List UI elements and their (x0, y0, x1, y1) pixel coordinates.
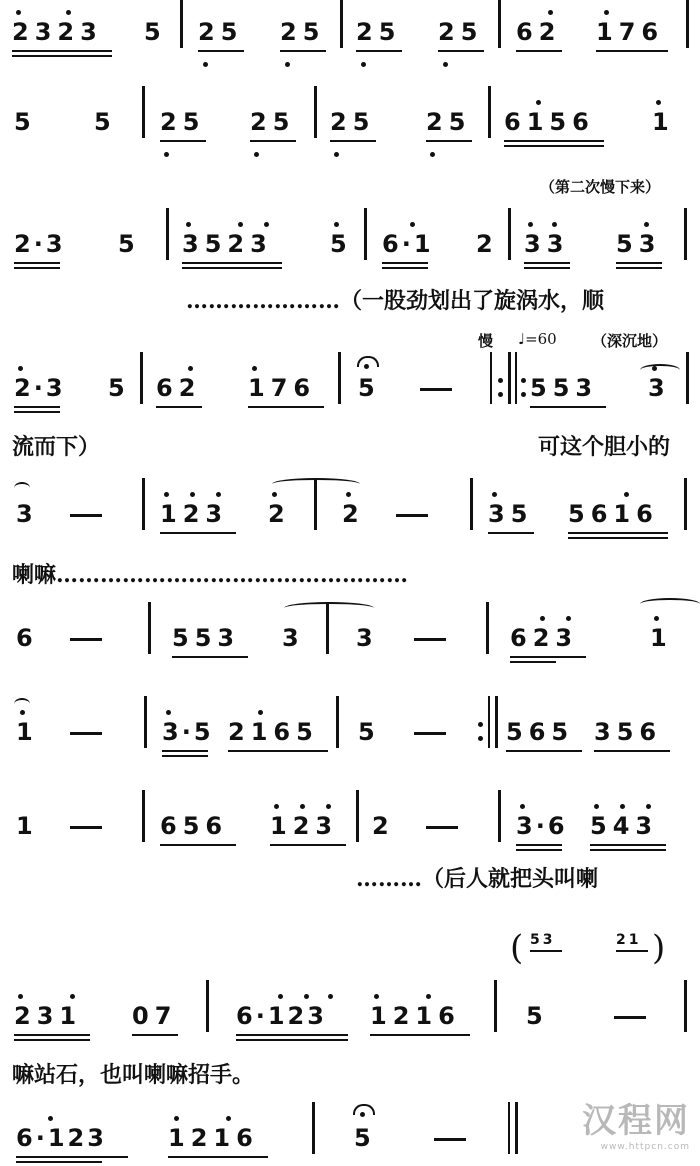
underline (504, 140, 604, 142)
note-group: 5 (526, 1002, 549, 1030)
note-group: 2323 (12, 18, 103, 46)
underline (530, 950, 562, 952)
sustain-dash (420, 388, 452, 391)
octave-dot (346, 492, 351, 497)
underline (198, 50, 244, 52)
underline (596, 50, 668, 52)
sustain-dash (414, 732, 446, 735)
barline (494, 980, 497, 1032)
octave-dot (16, 10, 21, 15)
octave-dot (285, 62, 290, 67)
note-group: 176 (596, 18, 665, 46)
note-group: 25 (426, 108, 472, 136)
note-group: 231 (14, 1002, 83, 1030)
barline (364, 208, 367, 260)
underline (16, 1161, 102, 1163)
barline (490, 352, 492, 404)
note-group: 25 (356, 18, 402, 46)
note-group: 5 (330, 230, 353, 258)
octave-dot (238, 222, 243, 227)
note-group: 2 (372, 812, 395, 840)
sustain-dash (70, 826, 102, 829)
note-group: 6·1 (382, 230, 434, 258)
sustain-dash (614, 1016, 646, 1019)
barline (314, 86, 317, 138)
octave-dot (552, 222, 557, 227)
note-group: 25 (160, 108, 206, 136)
note-group: 5 (108, 374, 131, 402)
note-group: 123 (160, 500, 229, 528)
underline (382, 262, 428, 264)
note-group: 5 (14, 108, 37, 136)
underline (14, 1034, 90, 1036)
octave-dot (334, 222, 339, 227)
note-group: 5616 (568, 500, 659, 528)
octave-dot (374, 994, 379, 999)
underline (14, 262, 60, 264)
note-group: 2165 (228, 718, 319, 746)
note-group: 53 (530, 932, 556, 948)
note-group: 623 (510, 624, 579, 652)
barline (508, 352, 511, 404)
underline (516, 50, 562, 52)
note-group: 1 (16, 718, 39, 746)
sustain-dash (426, 826, 458, 829)
octave-dot (164, 492, 169, 497)
underline (156, 406, 202, 408)
note-group: 565 (506, 718, 575, 746)
underline (248, 406, 324, 408)
tie-slur (14, 698, 30, 710)
note-group: 33 (524, 230, 570, 258)
note-group: 2 (476, 230, 499, 258)
sustain-dash (414, 638, 446, 641)
underline (132, 1034, 178, 1036)
repeat-dot (498, 392, 503, 397)
barline (356, 790, 359, 842)
underline (438, 50, 484, 52)
watermark-logo: 汉程网 (582, 1101, 690, 1141)
note-group: 25 (330, 108, 376, 136)
octave-dot (304, 994, 309, 999)
note-group: 25 (250, 108, 296, 136)
barline (336, 696, 339, 748)
note-group: 3·6 (516, 812, 568, 840)
octave-dot (272, 492, 277, 497)
octave-dot (566, 616, 571, 621)
tie-slur (640, 364, 680, 376)
fermata-dot (364, 364, 369, 369)
note-group: 5 (94, 108, 117, 136)
underline (182, 262, 282, 264)
note-group: 3·5 (162, 718, 214, 746)
barline (142, 86, 145, 138)
note-group: 2·3 (14, 230, 66, 258)
note-group: 5 (358, 374, 381, 402)
note-group: 3 (356, 624, 379, 652)
note-group: 1216 (168, 1124, 259, 1152)
underline (616, 950, 648, 952)
note-group: 53 (616, 230, 662, 258)
repeat-dot (521, 378, 526, 383)
octave-dot (190, 492, 195, 497)
underline (162, 755, 208, 757)
site-watermark (582, 1093, 690, 1152)
underline (14, 411, 60, 413)
barline (206, 980, 209, 1032)
note-group: 3 (282, 624, 305, 652)
underline (510, 661, 556, 663)
note-group: 5 (144, 18, 167, 46)
note-group: 2 (342, 500, 365, 528)
octave-dot (164, 152, 169, 157)
octave-dot (646, 804, 651, 809)
underline (594, 750, 670, 752)
barline (508, 1102, 510, 1154)
underline (16, 1156, 128, 1158)
barline (515, 1102, 518, 1154)
note-group: 2 (268, 500, 291, 528)
note-group: 6·123 (16, 1124, 107, 1152)
barline (340, 0, 343, 48)
underline (510, 656, 586, 658)
note-group: 1 (16, 812, 39, 840)
note-group: 25 (438, 18, 484, 46)
underline (182, 267, 282, 269)
underline (12, 55, 112, 57)
underline (160, 532, 236, 534)
barline (166, 208, 169, 260)
underline (616, 262, 662, 264)
underline (280, 50, 326, 52)
underline (356, 50, 402, 52)
octave-dot (620, 804, 625, 809)
repeat-dot (478, 722, 483, 727)
note-group: 5 (354, 1124, 377, 1152)
lyric-line: ………（后人就把头叫喇 (356, 866, 599, 892)
note-group: 62 (156, 374, 202, 402)
tie-slur (284, 602, 374, 614)
octave-dot (48, 1116, 53, 1121)
underline (530, 406, 606, 408)
underline (14, 406, 60, 408)
octave-dot (258, 710, 263, 715)
octave-dot (548, 10, 553, 15)
octave-dot (520, 804, 525, 809)
tempo-mark: ♩=60 (518, 330, 557, 348)
barline (488, 86, 491, 138)
underline (506, 750, 582, 752)
note-group: 6156 (504, 108, 595, 136)
underline (162, 750, 208, 752)
octave-dot (188, 366, 193, 371)
barline (486, 602, 489, 654)
lyric-line: …………………（一股劲划出了旋涡水，顺 (186, 288, 605, 314)
performance-note: （第二次慢下来） (540, 178, 661, 196)
repeat-dot (498, 378, 503, 383)
tempo-word: 慢 (478, 332, 494, 350)
underline (14, 1039, 90, 1041)
note-group: 3523 (182, 230, 273, 258)
tie-slur (14, 482, 30, 494)
octave-dot (300, 804, 305, 809)
underline (382, 267, 428, 269)
note-group: 25 (198, 18, 244, 46)
barline (144, 696, 147, 748)
tie-slur (640, 598, 700, 610)
octave-dot (252, 366, 257, 371)
note-group: 543 (590, 812, 659, 840)
watermark-url: www.httpcn.com (600, 1142, 690, 1152)
octave-dot (18, 994, 23, 999)
octave-dot (166, 710, 171, 715)
barline (686, 352, 689, 404)
barline (488, 696, 490, 748)
underline (330, 140, 376, 142)
underline (236, 1034, 348, 1036)
sustain-dash (70, 732, 102, 735)
expression-mark: （深沉地） (592, 332, 668, 350)
barline (338, 352, 341, 404)
underline (516, 849, 562, 851)
octave-dot (654, 616, 659, 621)
barline (684, 980, 687, 1032)
note-group: 25 (280, 18, 326, 46)
note-group: 176 (248, 374, 317, 402)
barline (515, 352, 517, 404)
barline (498, 0, 501, 48)
note-group: 3 (16, 500, 39, 528)
parenthesis-left: ( (510, 928, 524, 968)
note-group: 6·123 (236, 1002, 327, 1030)
lyric-line: 流而下） (12, 434, 101, 460)
note-group: 1216 (370, 1002, 461, 1030)
octave-dot (20, 710, 25, 715)
underline (568, 537, 668, 539)
note-group: 6 (16, 624, 39, 652)
octave-dot (594, 804, 599, 809)
note-group: 553 (172, 624, 241, 652)
octave-dot (540, 616, 545, 621)
lyric-line: 喇嘛………………………………………… (12, 562, 409, 588)
octave-dot (604, 10, 609, 15)
barline (140, 352, 143, 404)
octave-dot (274, 804, 279, 809)
underline (250, 140, 296, 142)
underline (172, 656, 248, 658)
parenthesis-right: ) (652, 928, 666, 968)
note-group: 5 (118, 230, 141, 258)
octave-dot (226, 1116, 231, 1121)
octave-dot (18, 366, 23, 371)
barline (470, 478, 473, 530)
note-group: 123 (270, 812, 339, 840)
underline (160, 140, 206, 142)
note-group: 356 (594, 718, 663, 746)
octave-dot (426, 994, 431, 999)
note-group: 2·3 (14, 374, 66, 402)
octave-dot (216, 492, 221, 497)
underline (14, 267, 60, 269)
octave-dot (443, 62, 448, 67)
octave-dot (326, 804, 331, 809)
lyric-line: 嘛站石，也叫喇嘛招手。 (12, 1062, 255, 1088)
octave-dot (430, 152, 435, 157)
underline (616, 267, 662, 269)
barline (498, 790, 501, 842)
octave-dot (656, 100, 661, 105)
octave-dot (644, 222, 649, 227)
note-group: 3 (648, 374, 671, 402)
underline (168, 1156, 268, 1158)
sustain-dash (70, 514, 102, 517)
barline (684, 208, 687, 260)
sustain-dash (434, 1138, 466, 1141)
barline (142, 790, 145, 842)
underline (504, 145, 604, 147)
octave-dot (66, 10, 71, 15)
octave-dot (536, 100, 541, 105)
octave-dot (186, 222, 191, 227)
underline (12, 50, 112, 52)
octave-dot (328, 994, 333, 999)
underline (270, 844, 346, 846)
octave-dot (174, 1116, 179, 1121)
octave-dot (278, 994, 283, 999)
underline (228, 750, 328, 752)
barline (180, 0, 183, 48)
note-group: 21 (616, 932, 642, 948)
barline (508, 208, 511, 260)
underline (488, 532, 534, 534)
lyric-line: 可这个胆小的 (538, 434, 671, 460)
barline (684, 478, 687, 530)
note-group: 5 (358, 718, 381, 746)
underline (370, 1034, 470, 1036)
octave-dot (410, 222, 415, 227)
sustain-dash (396, 514, 428, 517)
octave-dot (254, 152, 259, 157)
octave-dot (528, 222, 533, 227)
underline (524, 262, 570, 264)
underline (590, 844, 666, 846)
tie-slur (272, 478, 360, 490)
repeat-dot (478, 736, 483, 741)
underline (568, 532, 668, 534)
underline (426, 140, 472, 142)
underline (236, 1039, 348, 1041)
note-group: 553 (530, 374, 599, 402)
note-group: 1 (652, 108, 675, 136)
note-group: 1 (650, 624, 673, 652)
underline (160, 844, 236, 846)
underline (524, 267, 570, 269)
barline (312, 1102, 315, 1154)
barline (686, 0, 689, 48)
fermata-dot (360, 1112, 365, 1117)
octave-dot (264, 222, 269, 227)
note-group: 656 (160, 812, 229, 840)
octave-dot (334, 152, 339, 157)
note-group: 62 (516, 18, 562, 46)
barline (148, 602, 151, 654)
octave-dot (70, 994, 75, 999)
octave-dot (203, 62, 208, 67)
octave-dot (624, 492, 629, 497)
sustain-dash (70, 638, 102, 641)
note-group: 07 (132, 1002, 178, 1030)
octave-dot (492, 492, 497, 497)
repeat-dot (521, 392, 526, 397)
barline (142, 478, 145, 530)
underline (516, 844, 562, 846)
underline (590, 849, 666, 851)
note-group: 35 (488, 500, 534, 528)
octave-dot (361, 62, 366, 67)
barline (495, 696, 498, 748)
